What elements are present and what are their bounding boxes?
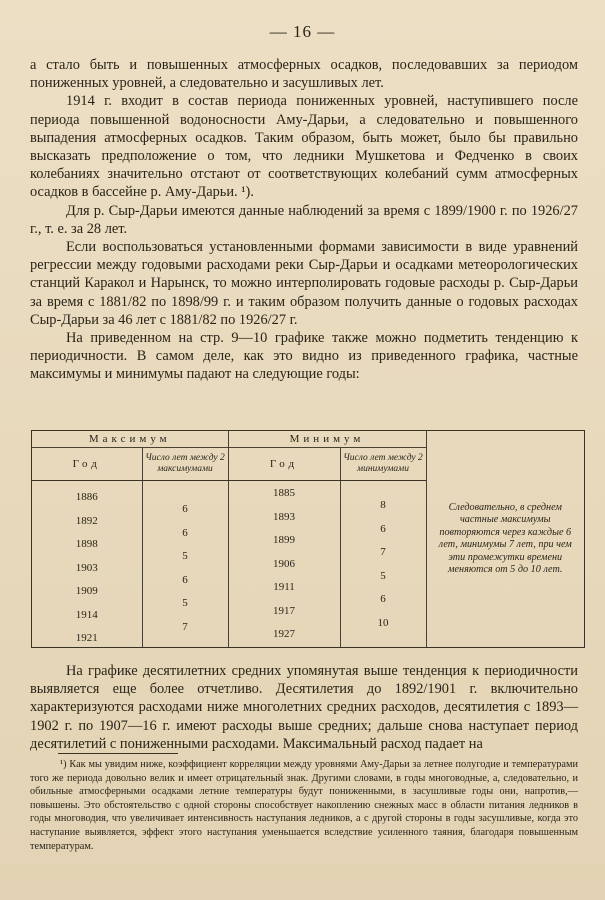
paragraph: Если воспользоваться установленными формами зависимости в виде уравнений регрессии между годовыми расходами реки Сыр-Дарьи и осадками метеорологических станций Каракол и Нарынск, то можно интерполировать годовые расходы р. Сыр-Дарьи за время с 1881/82 по 1898/99 г. и таким образом получить данные о годовых расходах Сыр-Дарьи за 46 лет с 1881/82 по 1926/27 г. <box>30 239 578 328</box>
table-cell: 1906 <box>273 557 295 570</box>
table-cell: 10 <box>377 616 389 629</box>
max-year-header: Год <box>32 448 142 481</box>
text-block-bottom <box>30 662 578 753</box>
table-cell: 1885 <box>273 487 295 499</box>
table-cell: 1914 <box>75 608 98 621</box>
table-cell: 5 <box>182 550 188 562</box>
table-cell: 6 <box>380 522 386 535</box>
table-cell: 6 <box>380 593 386 605</box>
footnote <box>30 758 578 853</box>
table-cell: 1903 <box>75 561 98 574</box>
table-cell: 6 <box>182 503 188 515</box>
max-group-header: Максимум <box>32 431 228 448</box>
table-cell: 1927 <box>273 628 295 640</box>
min-interval-header: Число лет между 2 минимумами <box>340 448 426 481</box>
table-cell: 1909 <box>75 585 98 597</box>
paragraph: Для р. Сыр-Дарьи имеются данные наблюдений за время с 1899/1900 г. по 1926/27 г., т. е. за 28 лет. <box>30 202 578 237</box>
footnote-rule <box>58 753 178 754</box>
max-min-table <box>31 430 585 648</box>
footnote-text: ¹) Как мы увидим ниже, коэффициент корреляции между уровнями Аму-Дарьи за летнее полугодие и температурами того же периода довольно велик и имеет отрицательный знак. Другими словами, в годы многоводные, а, следовательно, и обильные атмосферными осадками летние температуры будут пониженными, в засушливые годы они, напротив,—повышены. Это обстоятельство с одной стороны способствует накоплению снежных масс в области питания ледников в годы многоводия, что увеличивает интенсивность наступания ледников, а с другой стороны в годы засушливые, когда это наступание выявляется, эффект этого наступания уменьшается вследствие усиленного таяния, благодаря повышенным температурам. <box>30 759 578 852</box>
min-intervals-column <box>340 481 426 648</box>
text-block-top <box>30 56 578 384</box>
paragraph: 1914 г. входит в состав периода пониженных уровней, наступившего после периода повышенной водоносности Аму-Дарьи, а следовательно и повышенного выпадения атмосферных осадков. Таким образом, быть может, было бы правильно высказать предположение о том, что ледники Мушкетова и Федченко в своих колебаниях значительно отстают от соответствующих колебаний сумм атмосферных осадков в бассейне р. Аму-Дарьи. ¹). <box>30 93 578 201</box>
table-cell: 1892 <box>75 514 98 527</box>
table-cell: 1886 <box>75 491 98 503</box>
table-cell: 1917 <box>273 604 295 617</box>
table-cell: 1898 <box>75 538 98 550</box>
table-cell: 7 <box>182 620 188 633</box>
paragraph: На графике десятилетних средних упомянутая выше тенденция к периодичности выявляется еще более отчетливо. Десятилетия до 1892/1901 г. включительно характеризуются расходами ниже многолетних средних расходов, десятилетия с 1893—1902 г. по 1907—16 г. имеют расходы выше средних; дальше снова наступает период десятилетий с пониженными расходами. Максимальный расход падает на <box>30 663 578 752</box>
max-interval-header: Число лет между 2 максимумами <box>142 448 228 481</box>
table-note: Следовательно, в среднем частные максимумы повторяются через каждые 6 лет, минимумы 7 лет, при чем эти промежутки времени меняются от 5 до 10 лет. <box>426 431 584 647</box>
paragraph: На приведенном на стр. 9—10 графике также можно подметить тенденцию к периодичности. В самом деле, как это видно из приведенного графика, частные максимумы и минимумы падают на следующие годы: <box>30 330 578 383</box>
table-cell: 1899 <box>273 534 295 546</box>
table-cell: 1921 <box>75 632 98 644</box>
page-number: — 16 — <box>269 22 336 41</box>
table-cell: 6 <box>182 573 188 586</box>
table-cell: 5 <box>380 569 386 582</box>
table-cell: 5 <box>182 597 188 609</box>
max-min-table-grid <box>32 431 584 647</box>
min-group-header: Минимум <box>228 431 426 448</box>
min-years-column <box>228 481 340 648</box>
paragraph: а стало быть и повышенных атмосферных осадков, последовавших за периодом пониженных уровней, а следовательно и засушливых лет. <box>30 57 578 92</box>
table-cell: 8 <box>380 499 386 511</box>
table-cell: 1893 <box>273 510 295 523</box>
table-cell: 7 <box>380 546 386 558</box>
min-year-header: Год <box>228 448 340 481</box>
max-years-column <box>32 481 142 648</box>
table-cell: 1911 <box>273 581 295 593</box>
table-cell: 6 <box>182 526 188 539</box>
max-intervals-column <box>142 481 228 648</box>
